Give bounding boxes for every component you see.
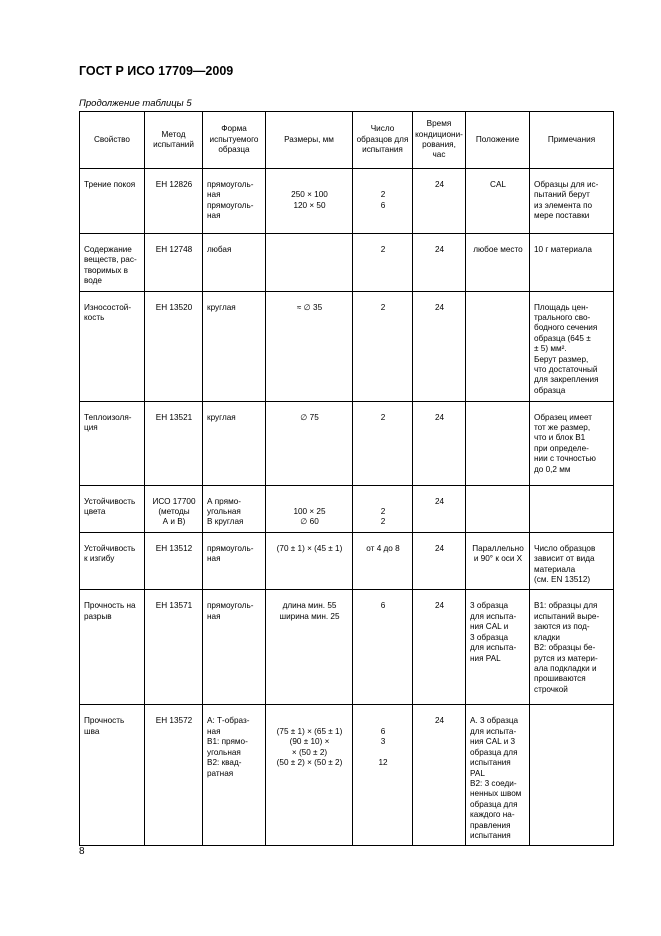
cell-method: ЕН 12748 [145, 234, 203, 292]
cell-position: любое место [466, 234, 530, 292]
cell-count: 6 [353, 590, 413, 705]
column-header-method: Метод испытаний [145, 112, 203, 169]
properties-table [79, 111, 614, 846]
cell-dimensions: (75 ± 1) × (65 ± 1) (90 ± 10) × × (50 ± 2) (50 ± 2) × (50 ± 2) [266, 705, 353, 846]
cell-dimensions: (70 ± 1) × (45 ± 1) [266, 532, 353, 590]
cell-dimensions [266, 234, 353, 292]
cell-shape: круглая [203, 401, 266, 485]
table-row [80, 705, 614, 846]
cell-time: 24 [413, 401, 466, 485]
cell-method: ЕН 13520 [145, 291, 203, 401]
cell-notes [530, 705, 614, 846]
table-row [80, 401, 614, 485]
cell-shape: круглая [203, 291, 266, 401]
cell-property: Износостой- кость [80, 291, 145, 401]
cell-shape: прямоуголь- ная [203, 532, 266, 590]
cell-method: ЕН 13512 [145, 532, 203, 590]
cell-dimensions: ≈ ∅ 35 [266, 291, 353, 401]
cell-count: 2 2 [353, 485, 413, 532]
cell-notes: 10 г материала [530, 234, 614, 292]
cell-method: ЕН 13521 [145, 401, 203, 485]
cell-position: Параллельно и 90° к оси X [466, 532, 530, 590]
cell-count: от 4 до 8 [353, 532, 413, 590]
cell-notes: Число образцов зависит от вида материала (см. EN 13512) [530, 532, 614, 590]
table-row [80, 234, 614, 292]
cell-shape: прямоуголь- ная прямоуголь- ная [203, 169, 266, 234]
column-header-shape: Форма испытуемого образца [203, 112, 266, 169]
cell-time: 24 [413, 705, 466, 846]
table-row [80, 291, 614, 401]
cell-dimensions: ∅ 75 [266, 401, 353, 485]
page-number: 8 [79, 846, 85, 857]
column-header-property: Свойство [80, 112, 145, 169]
column-header-conditioning-time: Время кондициони- рования, час [413, 112, 466, 169]
cell-method: ЕН 12826 [145, 169, 203, 234]
table-caption: Продолжение таблицы 5 [79, 98, 192, 109]
column-header-notes: Примечания [530, 112, 614, 169]
cell-property: Устойчивость цвета [80, 485, 145, 532]
cell-dimensions: 100 × 25 ∅ 60 [266, 485, 353, 532]
cell-dimensions: длина мин. 55 ширина мин. 25 [266, 590, 353, 705]
cell-position: 3 образца для испыта- ния CAL и 3 образца для испыта- ния PAL [466, 590, 530, 705]
cell-time: 24 [413, 291, 466, 401]
cell-notes: Образцы для ис- пытаний берут из элемента по мере поставки [530, 169, 614, 234]
table-row [80, 485, 614, 532]
table-row [80, 590, 614, 705]
column-header-position: Положение [466, 112, 530, 169]
table-row [80, 169, 614, 234]
cell-position: А. 3 образца для испыта- ния CAL и 3 образца для испытания PAL В2: 3 соеди- ненных швом образца для каждого на- правления испытания [466, 705, 530, 846]
cell-method: ЕН 13572 [145, 705, 203, 846]
cell-notes: В1: образцы для испытаний выре- заются из под- кладки В2: образцы бе- рутся из матери- ала подкладки и прошиваются строчкой [530, 590, 614, 705]
cell-method: ЕН 13571 [145, 590, 203, 705]
table-row [80, 532, 614, 590]
cell-property: Теплоизоля- ция [80, 401, 145, 485]
cell-position [466, 401, 530, 485]
column-header-count: Число образцов для испытания [353, 112, 413, 169]
cell-dimensions: 250 × 100 120 × 50 [266, 169, 353, 234]
cell-notes [530, 485, 614, 532]
cell-shape: любая [203, 234, 266, 292]
cell-shape: прямоуголь- ная [203, 590, 266, 705]
cell-count: 2 [353, 291, 413, 401]
cell-property: Устойчивость к изгибу [80, 532, 145, 590]
document-title: ГОСТ Р ИСО 17709—2009 [79, 64, 234, 78]
cell-position [466, 291, 530, 401]
cell-shape: А прямо- угольная В круглая [203, 485, 266, 532]
cell-count: 2 [353, 234, 413, 292]
cell-method: ИСО 17700 (методы А и В) [145, 485, 203, 532]
cell-time: 24 [413, 532, 466, 590]
cell-count: 6 3 12 [353, 705, 413, 846]
cell-property: Прочность на разрыв [80, 590, 145, 705]
cell-time: 24 [413, 169, 466, 234]
table-header-row [80, 112, 614, 169]
cell-position [466, 485, 530, 532]
cell-shape: А: Т-образ- ная В1: прямо- угольная В2: квад- ратная [203, 705, 266, 846]
cell-property: Содержание веществ, рас- творимых в воде [80, 234, 145, 292]
cell-notes: Площадь цен- трального сво- бодного сечения образца (645 ± ± 5) мм². Берут размер, что достаточный для закрепления образца [530, 291, 614, 401]
cell-time: 24 [413, 590, 466, 705]
cell-property: Трение покоя [80, 169, 145, 234]
cell-position: CAL [466, 169, 530, 234]
cell-time: 24 [413, 485, 466, 532]
column-header-dimensions: Размеры, мм [266, 112, 353, 169]
cell-property: Прочность шва [80, 705, 145, 846]
cell-time: 24 [413, 234, 466, 292]
cell-count: 2 [353, 401, 413, 485]
cell-count: 2 6 [353, 169, 413, 234]
cell-notes: Образец имеет тот же размер, что и блок В1 при определе- нии с точностью до 0,2 мм [530, 401, 614, 485]
